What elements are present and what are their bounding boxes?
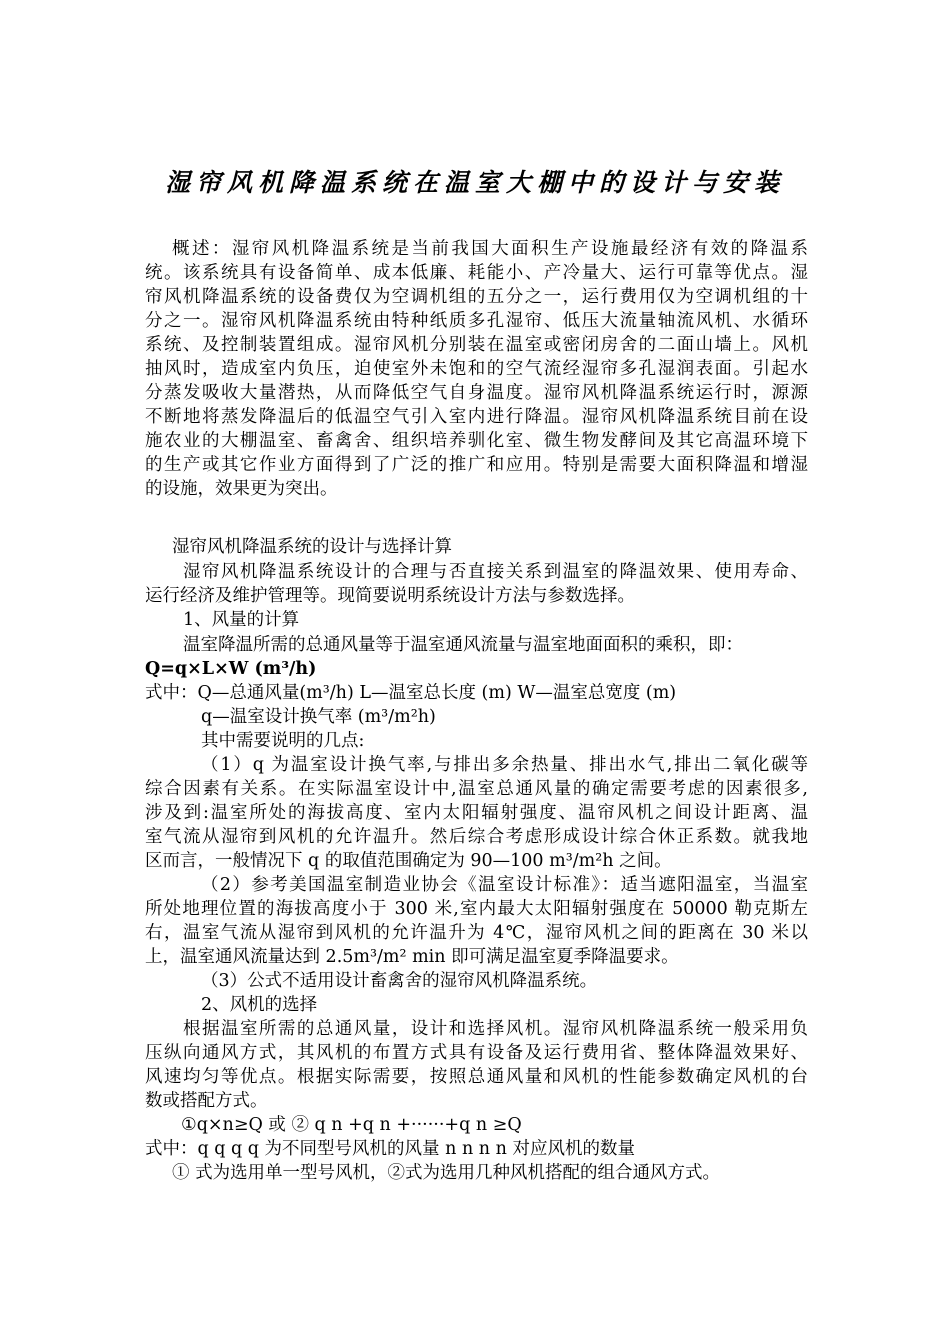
paragraph-line: 温室降温所需的总通风量等于温室通风流量与温室地面面积的乘积，即： — [183, 635, 743, 655]
overview-line: 系统、及控制装置组成。湿帘风机分别装在温室或密闭房舍的二面山墙上。风机 — [145, 335, 808, 355]
overview-line: 施农业的大棚温室、畜禽舍、组织培养驯化室、微生物发酵间及其它高温环境下 — [145, 431, 808, 451]
closing-line: ① 式为选用单一型号风机，②式为选用几种风机搭配的组合通风方式。 — [172, 1163, 721, 1183]
note-line: （1）q 为温室设计换气率,与排出多余热量、排出水气,排出二氧化碳等 — [201, 755, 808, 775]
document-title: 湿帘风机降温系统在温室大棚中的设计与安装 — [164, 168, 785, 197]
note-line: （2）参考美国温室制造业协会《温室设计标准》：适当遮阳温室，当温室 — [201, 875, 808, 895]
note-line: 右，温室气流从湿帘到风机的允许温升为 4℃，湿帘风机之间的距离在 30 米以 — [145, 923, 808, 943]
paragraph-line: 数或搭配方式。 — [145, 1091, 268, 1111]
overview-line: 的生产或其它作业方面得到了广泛的推广和应用。特别是需要大面积降温和增湿 — [145, 455, 808, 475]
note-line: （3）公式不适用设计畜禽舍的湿帘风机降温系统。 — [201, 971, 598, 991]
overview-line: 概述：湿帘风机降温系统是当前我国大面积生产设施最经济有效的降温系 — [172, 239, 808, 259]
overview-line: 分蒸发吸收大量潜热，从而降低空气自身温度。湿帘风机降温系统运行时，源源 — [145, 383, 808, 403]
overview-line: 统。该系统具有设备简单、成本低廉、耗能小、产冷量大、运行可靠等优点。湿 — [145, 263, 808, 283]
subsection-heading-fan-selection: 2、风机的选择 — [201, 995, 318, 1015]
overview-line: 的设施，效果更为突出。 — [145, 479, 338, 499]
formula-legend-line: q—温室设计换气率 (m³/m²h) — [201, 707, 436, 727]
overview-line: 不断地将蒸发降温后的低温空气引入室内进行降温。湿帘风机降温系统目前在设 — [145, 407, 808, 427]
subsection-heading-air-volume: 1、风量的计算 — [183, 610, 300, 630]
formula-legend-line: 式中：Q—总通风量(m³/h) L—温室总长度 (m) W—温室总宽度 (m) — [145, 683, 677, 703]
note-line: 室气流从湿帘到风机的允许温升。然后综合考虑形成设计综合休正系数。就我地 — [145, 827, 808, 847]
overview-line: 分之一。湿帘风机降温系统由特种纸质多孔湿帘、低压大流量轴流风机、水循环 — [145, 311, 808, 331]
paragraph-line: 风速均匀等优点。根据实际需要，按照总通风量和风机的性能参数确定风机的台 — [145, 1067, 808, 1087]
section-intro-line: 湿帘风机降温系统设计的合理与否直接关系到温室的降温效果、使用寿命、 — [183, 562, 808, 582]
note-line: 上，温室通风流量达到 2.5m³/m² min 即可满足温室夏季降温要求。 — [145, 947, 679, 967]
notes-intro: 其中需要说明的几点: — [201, 731, 365, 751]
overview-line: 帘风机降温系统的设备费仅为空调机组的五分之一，运行费用仅为空调机组的十 — [145, 287, 808, 307]
section-intro-line: 运行经济及维护管理等。现简要说明系统设计方法与参数选择。 — [145, 586, 635, 606]
note-line: 区而言，一般情况下 q 的取值范围确定为 90—100 m³/m²h 之间。 — [145, 851, 672, 871]
formula-legend-line: 式中：q q q q 为不同型号风机的风量 n n n n 对应风机的数量 — [145, 1139, 635, 1159]
note-line: 所处地理位置的海拔高度小于 300 米,室内最大太阳辐射强度在 50000 勒克斯左 — [145, 899, 808, 919]
formula-q: Q=q×L×W (m³/h) — [145, 659, 317, 679]
note-line: 涉及到:温室所处的海拔高度、室内太阳辐射强度、温帘风机之间设计距离、温 — [145, 803, 808, 823]
note-line: 综合因素有关系。在实际温室设计中,温室总通风量的确定需要考虑的因素很多, — [145, 779, 808, 799]
section-heading: 湿帘风机降温系统的设计与选择计算 — [172, 537, 452, 557]
paragraph-line: 压纵向通风方式，其风机的布置方式具有设备及运行费用省、整体降温效果好、 — [145, 1043, 808, 1063]
paragraph-line: 根据温室所需的总通风量，设计和选择风机。湿帘风机降温系统一般采用负 — [183, 1019, 808, 1039]
formula-fan-combination: ①q×n≥Q 或 ② q n +q n +······+q n ≥Q — [181, 1115, 522, 1135]
overview-line: 抽风时，造成室内负压，迫使室外未饱和的空气流经湿帘多孔湿润表面。引起水 — [145, 359, 808, 379]
